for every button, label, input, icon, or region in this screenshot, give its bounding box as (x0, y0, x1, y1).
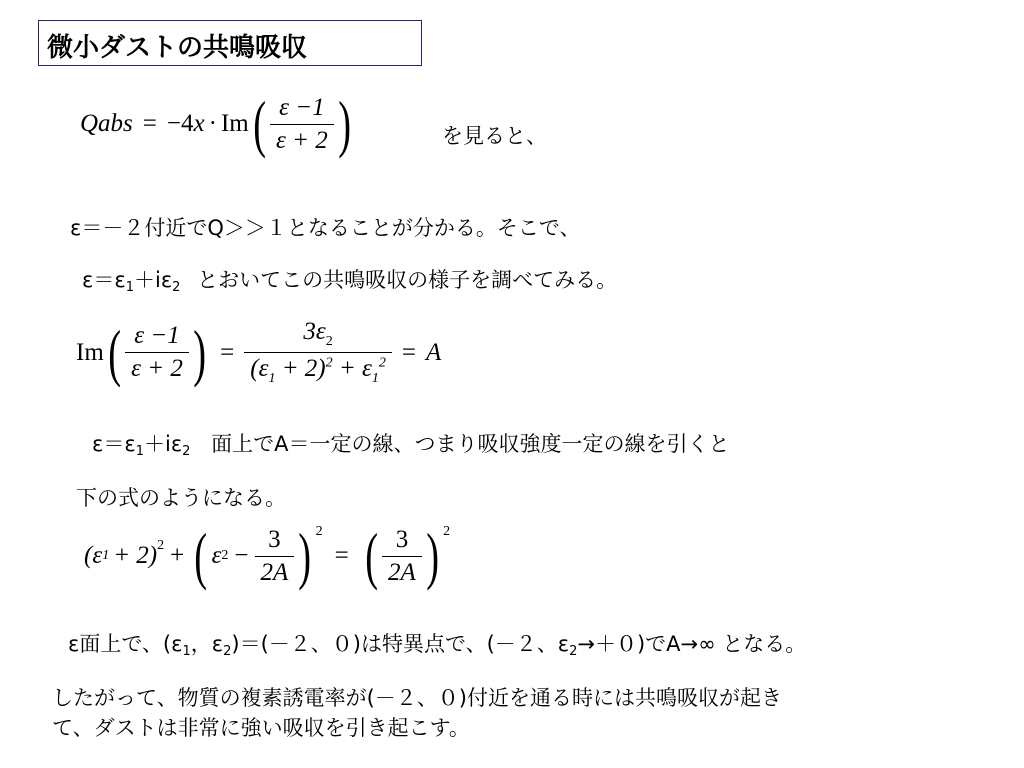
formula2-A: A (425, 338, 442, 366)
text-line-3 (82, 264, 617, 295)
formula2-right-denominator: $(\varepsilon_1 + 2)^2 + \varepsilon_1^2$ (250, 355, 386, 386)
line6-b: ，ε (190, 632, 224, 656)
line4-rest: 面上でA＝一定の線、つまり吸収強度一定の線を引くと (211, 432, 730, 456)
formula3-plus: + (170, 542, 185, 569)
text-line-6 (68, 628, 806, 659)
formula1-numerator: ε −1 (270, 94, 334, 125)
formula3-s2: 2 (221, 548, 229, 563)
formula3-b: + 2) (113, 542, 158, 569)
left-paren: ( (252, 88, 266, 159)
formula3-s1: 1 (102, 548, 110, 563)
right-paren: ) (426, 520, 439, 591)
formula2-eq2: = (401, 338, 416, 366)
formula1-denominator: ε + 2 (276, 126, 328, 154)
line3-sub2: 2 (172, 280, 181, 295)
line4-plus: ＋iε (143, 432, 183, 456)
formula3-den: 2A (260, 558, 289, 586)
title-box (38, 20, 422, 66)
text-line-5: 下の式のようになる。 (76, 486, 286, 510)
right-paren: ) (298, 520, 312, 591)
formula2-left-fraction (125, 322, 189, 383)
line4-sub1: 1 (135, 444, 144, 459)
formula3-num: 3 (255, 526, 295, 557)
formula1-coef: −4 (166, 110, 194, 137)
formula3-eps2: ε (211, 542, 222, 569)
line3-rest: とおいてこの共鳴吸収の様子を調べてみる。 (197, 268, 618, 292)
line6-s3: 2 (569, 644, 578, 659)
formula3-sup1: 2 (157, 538, 165, 553)
formula1-fraction (270, 94, 334, 155)
left-paren: ( (108, 316, 121, 388)
text-line-4 (92, 428, 730, 459)
formula3-minus: − (234, 542, 249, 569)
right-paren: ) (193, 316, 206, 388)
line3-sub1: 1 (125, 280, 134, 295)
text-line-2: ε＝－２付近でQ＞＞１となることが分かる。そこで、 (70, 216, 581, 240)
formula3-den2: 2A (388, 558, 416, 586)
formula3-fraction-1 (255, 526, 295, 587)
formula3-fraction-2 (382, 526, 422, 587)
page-title: 微小ダストの共鳴吸収 (47, 33, 308, 63)
formula2-im: Im (76, 338, 104, 366)
line6-a: ε面上で、(ε (68, 632, 183, 656)
formula1-im: Im (220, 110, 249, 137)
formula2-right-fraction (244, 318, 392, 387)
formula3-sup3: 2 (443, 524, 451, 539)
formula2-denominator: ε + 2 (131, 355, 183, 382)
formula3-num2: 3 (382, 526, 422, 557)
formula2-eq1: = (220, 338, 235, 366)
formula-circle (84, 520, 451, 591)
formula1-lhs: Qabs (80, 110, 133, 137)
formula-qabs (80, 88, 355, 159)
left-paren: ( (194, 520, 208, 591)
line4-sub2: 2 (182, 444, 191, 459)
text-line-7: したがって、物質の複素誘電率が(－２、０)付近を通る時には共鳴吸収が起き (52, 686, 782, 710)
line6-s1: 1 (182, 644, 191, 659)
formula1-x: x (193, 110, 205, 137)
formula3-sup2: 2 (315, 524, 323, 539)
formula3-eq: = (334, 542, 349, 569)
formula1-dot: · (208, 110, 217, 137)
line6-s2: 2 (223, 644, 232, 659)
right-paren: ) (338, 88, 351, 159)
formula2-right-numerator: $3\varepsilon_2$ (244, 318, 392, 353)
formula1-eq: = (142, 110, 157, 137)
line6-c: )＝(－２、０)は特異点で、(－２、ε (231, 632, 570, 656)
left-paren: ( (364, 520, 378, 591)
formula3-a: (ε (84, 542, 103, 569)
formula-im (76, 318, 441, 387)
line4-eps: ε＝ε (92, 432, 136, 456)
line3-eps: ε＝ε (82, 268, 126, 292)
text-line-8: て、ダストは非常に強い吸収を引き起こす。 (52, 716, 470, 740)
line1-suffix: を見ると、 (442, 124, 547, 148)
formula2-numerator: ε −1 (125, 322, 189, 353)
line3-plus: ＋iε (133, 268, 173, 292)
line6-d: →＋０)でA→∞ となる。 (577, 632, 807, 656)
